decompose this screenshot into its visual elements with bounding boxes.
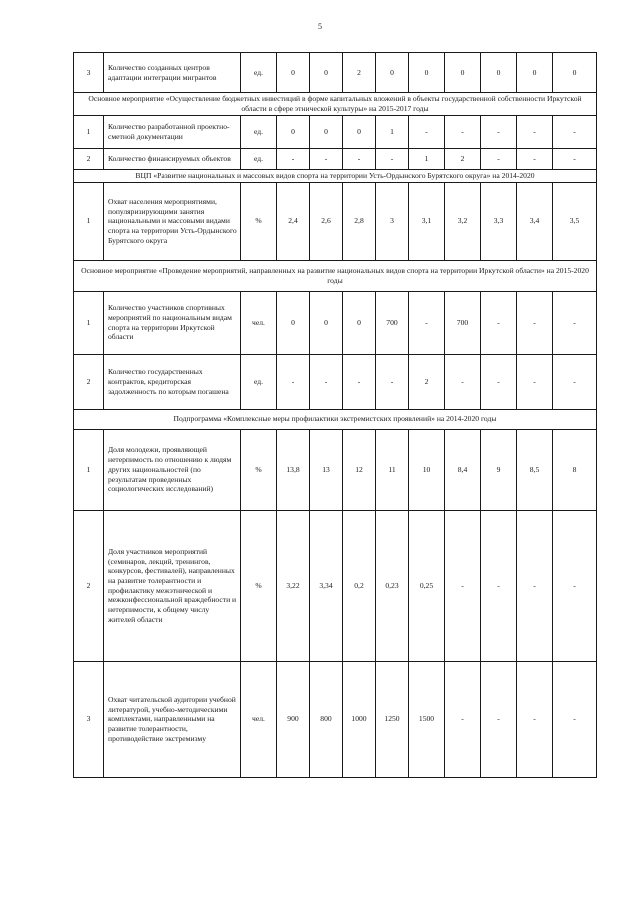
value-cell: - bbox=[445, 510, 481, 661]
row-number: 3 bbox=[74, 661, 104, 777]
value-cell: - bbox=[376, 354, 409, 409]
value-cell: 1250 bbox=[376, 661, 409, 777]
indicator-row bbox=[74, 182, 597, 260]
value-cell: 0 bbox=[277, 53, 310, 93]
section-title: Основное мероприятие «Проведение мероприятий, направленных на развитие национальных видов спорта на территории Иркутской области» на 2015-2020 годы bbox=[74, 260, 597, 291]
value-cell: 0 bbox=[310, 291, 343, 354]
value-cell: 0 bbox=[310, 53, 343, 93]
value-cell: - bbox=[517, 510, 553, 661]
value-cell: - bbox=[343, 354, 376, 409]
value-cell: 0 bbox=[376, 53, 409, 93]
value-cell: - bbox=[517, 661, 553, 777]
value-cell: - bbox=[445, 116, 481, 149]
indicator-name: Доля участников мероприятий (семинаров, лекций, тренингов, конкурсов, фестивалей), направленных на развитие толерантности и профилактику межэтнической и межконфессиональной враждебности и нетерпимости, к общему числу жителей области bbox=[104, 510, 241, 661]
section-row bbox=[74, 260, 597, 291]
indicator-row bbox=[74, 116, 597, 149]
value-cell: - bbox=[481, 661, 517, 777]
indicator-row bbox=[74, 429, 597, 510]
value-cell: 3,22 bbox=[277, 510, 310, 661]
value-cell: 8,4 bbox=[445, 429, 481, 510]
value-cell: - bbox=[481, 510, 517, 661]
value-cell: - bbox=[517, 291, 553, 354]
value-cell: - bbox=[517, 149, 553, 170]
section-title: ВЦП «Развитие национальных и массовых видов спорта на территории Усть-Ордынского Бурятского округа» на 2014-2020 bbox=[74, 170, 597, 183]
page-number: 5 bbox=[318, 22, 322, 31]
value-cell: - bbox=[445, 661, 481, 777]
value-cell: 3,4 bbox=[517, 182, 553, 260]
indicator-row bbox=[74, 510, 597, 661]
indicator-row bbox=[74, 53, 597, 93]
row-number: 1 bbox=[74, 116, 104, 149]
value-cell: 13 bbox=[310, 429, 343, 510]
section-title: Основное мероприятие «Осуществление бюджетных инвестиций в форме капитальных вложений в объекты государственной собственности Иркутской области в сфере этнической культуры» на 2015-2017 годы bbox=[74, 93, 597, 116]
value-cell: 2,4 bbox=[277, 182, 310, 260]
indicator-name: Количество государственных контрактов, кредиторская задолженность по которым погашена bbox=[104, 354, 241, 409]
unit-cell: ед. bbox=[241, 116, 277, 149]
value-cell: 3,3 bbox=[481, 182, 517, 260]
value-cell: 13,8 bbox=[277, 429, 310, 510]
value-cell: - bbox=[409, 291, 445, 354]
value-cell: - bbox=[277, 354, 310, 409]
unit-cell: чел. bbox=[241, 291, 277, 354]
value-cell: 0,2 bbox=[343, 510, 376, 661]
unit-cell: ед. bbox=[241, 354, 277, 409]
value-cell: - bbox=[517, 354, 553, 409]
value-cell: 9 bbox=[481, 429, 517, 510]
value-cell: 900 bbox=[277, 661, 310, 777]
value-cell: 11 bbox=[376, 429, 409, 510]
value-cell: 0 bbox=[517, 53, 553, 93]
indicator-row bbox=[74, 354, 597, 409]
value-cell: 0 bbox=[277, 291, 310, 354]
section-row bbox=[74, 409, 597, 429]
indicator-name: Количество участников спортивных мероприятий по национальным видам спорта на территории Иркутской области bbox=[104, 291, 241, 354]
value-cell: 700 bbox=[445, 291, 481, 354]
value-cell: - bbox=[553, 149, 597, 170]
value-cell: - bbox=[277, 149, 310, 170]
indicator-row bbox=[74, 149, 597, 170]
value-cell: 1000 bbox=[343, 661, 376, 777]
value-cell: 3,34 bbox=[310, 510, 343, 661]
unit-cell: ед. bbox=[241, 53, 277, 93]
value-cell: 2,6 bbox=[310, 182, 343, 260]
row-number: 2 bbox=[74, 149, 104, 170]
value-cell: 2 bbox=[445, 149, 481, 170]
value-cell: - bbox=[376, 149, 409, 170]
value-cell: 0,23 bbox=[376, 510, 409, 661]
section-row bbox=[74, 93, 597, 116]
row-number: 1 bbox=[74, 182, 104, 260]
indicator-name: Охват населения мероприятиями, популяризирующими занятия национальными и массовыми видами спорта на территории Усть-Ордынского Бурятского округа bbox=[104, 182, 241, 260]
value-cell: - bbox=[310, 149, 343, 170]
value-cell: 700 bbox=[376, 291, 409, 354]
value-cell: 1 bbox=[409, 149, 445, 170]
row-number: 2 bbox=[74, 354, 104, 409]
value-cell: 0 bbox=[409, 53, 445, 93]
value-cell: - bbox=[343, 149, 376, 170]
value-cell: 0 bbox=[310, 116, 343, 149]
value-cell: 0 bbox=[277, 116, 310, 149]
value-cell: - bbox=[445, 354, 481, 409]
row-number: 3 bbox=[74, 53, 104, 93]
value-cell: - bbox=[481, 116, 517, 149]
value-cell: 0 bbox=[343, 291, 376, 354]
value-cell: 2 bbox=[343, 53, 376, 93]
value-cell: 3,1 bbox=[409, 182, 445, 260]
value-cell: 10 bbox=[409, 429, 445, 510]
value-cell: 3 bbox=[376, 182, 409, 260]
value-cell: 0 bbox=[343, 116, 376, 149]
indicator-name: Охват читательской аудитории учебной литературой, учебно-методическими комплектами, направленными на развитие толерантности, противодействие экстремизму bbox=[104, 661, 241, 777]
section-title: Подпрограмма «Комплексные меры профилактики экстремистских проявлений» на 2014-2020 годы bbox=[74, 409, 597, 429]
value-cell: - bbox=[517, 116, 553, 149]
value-cell: - bbox=[409, 116, 445, 149]
indicator-name: Доля молодежи, проявляющей нетерпимость по отношению к людям других национальностей (по результатам проведенных социологических исследований) bbox=[104, 429, 241, 510]
indicator-name: Количество разработанной проектно-сметной документации bbox=[104, 116, 241, 149]
value-cell: 12 bbox=[343, 429, 376, 510]
row-number: 1 bbox=[74, 291, 104, 354]
value-cell: 8 bbox=[553, 429, 597, 510]
value-cell: 2 bbox=[409, 354, 445, 409]
value-cell: 0 bbox=[445, 53, 481, 93]
unit-cell: чел. bbox=[241, 661, 277, 777]
value-cell: - bbox=[481, 149, 517, 170]
value-cell: - bbox=[553, 661, 597, 777]
section-row bbox=[74, 170, 597, 183]
value-cell: 0 bbox=[553, 53, 597, 93]
indicator-row bbox=[74, 661, 597, 777]
indicator-name: Количество созданных центров адаптации интеграции мигрантов bbox=[104, 53, 241, 93]
value-cell: - bbox=[310, 354, 343, 409]
value-cell: 2,8 bbox=[343, 182, 376, 260]
row-number: 2 bbox=[74, 510, 104, 661]
value-cell: 1500 bbox=[409, 661, 445, 777]
indicator-row bbox=[74, 291, 597, 354]
unit-cell: % bbox=[241, 182, 277, 260]
value-cell: - bbox=[553, 291, 597, 354]
indicators-table bbox=[73, 52, 597, 778]
value-cell: - bbox=[553, 116, 597, 149]
value-cell: - bbox=[553, 354, 597, 409]
unit-cell: ед. bbox=[241, 149, 277, 170]
row-number: 1 bbox=[74, 429, 104, 510]
value-cell: 0,25 bbox=[409, 510, 445, 661]
value-cell: 0 bbox=[481, 53, 517, 93]
indicator-name: Количество финансируемых объектов bbox=[104, 149, 241, 170]
value-cell: 3,5 bbox=[553, 182, 597, 260]
value-cell: - bbox=[553, 510, 597, 661]
value-cell: - bbox=[481, 354, 517, 409]
unit-cell: % bbox=[241, 429, 277, 510]
unit-cell: % bbox=[241, 510, 277, 661]
value-cell: 3,2 bbox=[445, 182, 481, 260]
value-cell: - bbox=[481, 291, 517, 354]
value-cell: 800 bbox=[310, 661, 343, 777]
value-cell: 1 bbox=[376, 116, 409, 149]
value-cell: 8,5 bbox=[517, 429, 553, 510]
